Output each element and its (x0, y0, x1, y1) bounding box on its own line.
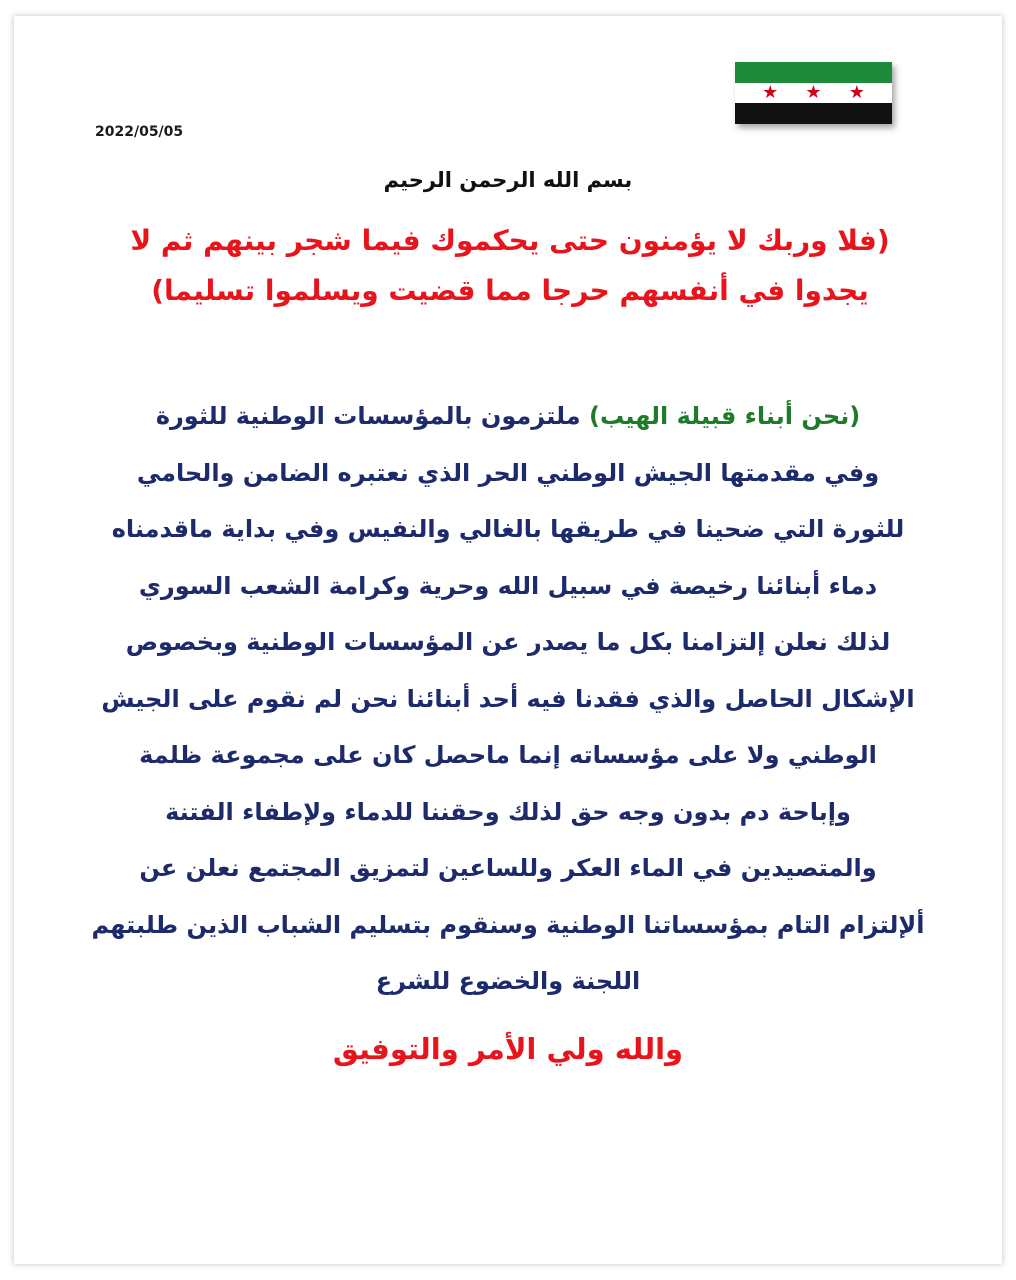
tribe-name: (نحن أبناء قبيلة الهيب) (589, 402, 861, 430)
verse-line: يجدوا في أنفسهم حرجا مما قضيت ويسلموا تسليما) (151, 274, 869, 307)
statement-line: والمتصيدين في الماء العكر وللساعين لتمزيق المجتمع نعلن عن (139, 854, 877, 882)
statement-line: اللجنة والخضوع للشرع (375, 967, 641, 995)
star-icon: ★ (762, 81, 779, 103)
statement-line: لذلك نعلن إلتزامنا بكل ما يصدر عن المؤسسات الوطنية وبخصوص (125, 628, 891, 656)
flag-stars (735, 83, 892, 104)
star-icon: ★ (805, 81, 822, 103)
flag-black-band (735, 103, 892, 124)
statement-line: للثورة التي ضحينا في طريقها بالغالي والنفيس وفي بداية ماقدمناه (111, 515, 905, 543)
statement-line: دماء أبنائنا رخيصة في سبيل الله وحرية وكرامة الشعب السوري (138, 571, 878, 600)
statement-line-rest: ملتزمون بالمؤسسات الوطنية للثورة (155, 402, 590, 430)
statement-line: وإباحة دم بدون وجه حق لذلك وحقننا للدماء ولإطفاء الفتنة (165, 797, 851, 826)
statement-line: الوطني ولا على مؤسساته إنما ماحصل كان على مجموعة ظلمة (139, 741, 877, 769)
verse-line: (فلا وربك لا يؤمنون حتى يحكموك فيما شجر بينهم ثم لا (130, 224, 890, 257)
document-date: 2022/05/05 (95, 124, 184, 140)
statement-body (80, 388, 936, 1010)
quran-verse (100, 216, 920, 316)
statement-line: ألإلتزام التام بمؤسساتنا الوطنية وسنقوم بتسليم الشباب الذين طلبتهم (91, 910, 925, 939)
syrian-revolution-flag (735, 62, 892, 124)
statement-line: الإشكال الحاصل والذي فقدنا فيه أحد أبنائنا نحن لم نقوم على الجيش (101, 684, 915, 713)
flag-green-band (735, 62, 892, 83)
basmala-heading: بسم الله الرحمن الرحيم (383, 168, 633, 192)
star-icon: ★ (848, 81, 865, 103)
closing-phrase: والله ولي الأمر والتوفيق (332, 1032, 684, 1066)
statement-line (80, 388, 936, 445)
statement-line: وفي مقدمتها الجيش الوطني الحر الذي نعتبره الضامن والحامي (136, 458, 880, 487)
